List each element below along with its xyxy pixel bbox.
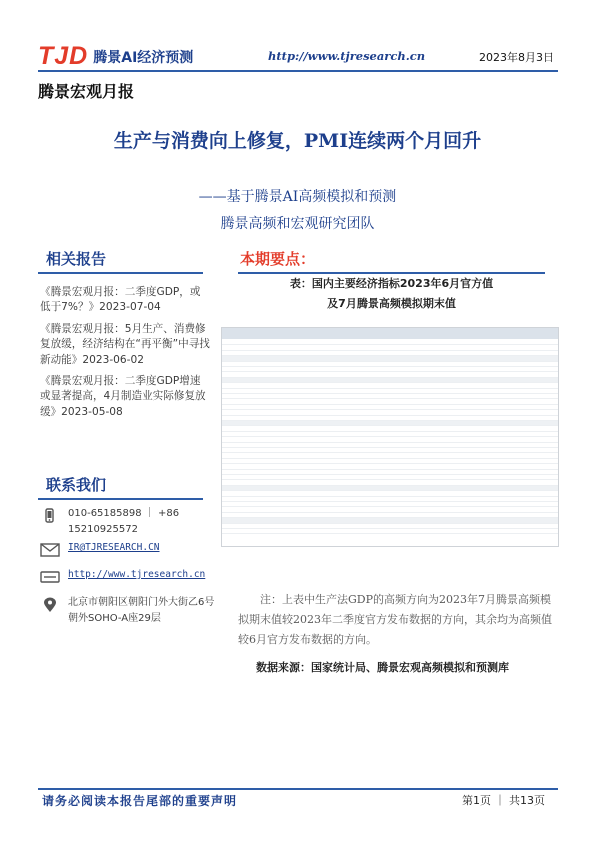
table-caption-line-2: 及7月腾景高频模拟期末值	[327, 297, 456, 310]
contact-phone: 010-65185898 ｜ +86 15210925572	[68, 508, 180, 535]
contact-email-row	[40, 540, 220, 558]
mail-icon	[40, 542, 60, 558]
contact-website-link[interactable]: http://www.tjresearch.cn	[68, 569, 206, 580]
related-reports-heading: 相关报告	[38, 248, 203, 274]
related-reports-list	[40, 285, 210, 426]
header-divider	[38, 70, 558, 72]
report-date: 2023年8月3日	[479, 51, 554, 64]
page-number: 第1页 ｜ 共13页	[462, 794, 545, 807]
contact-phone-row	[40, 506, 220, 538]
data-source: 数据来源：国家统计局、腾景宏观高频模拟和预测库	[256, 661, 509, 674]
indicator-table-image	[221, 327, 559, 547]
header-url-link[interactable]: http://www.tjresearch.cn	[268, 49, 426, 63]
report-type: 腾景宏观月报	[38, 82, 135, 101]
table-row	[222, 529, 558, 534]
page-header	[38, 40, 558, 68]
related-report-link[interactable]: 《腾景宏观月报：5月生产、消费修复放缓，经济结构在“再平衡”中寻找新动能》2023-06-02	[40, 322, 210, 366]
location-icon	[40, 597, 60, 613]
company-logo	[38, 42, 193, 71]
logo-name: 腾景AI经济预测	[93, 49, 194, 66]
page-title: 生产与消费向上修复，PMI连续两个月回升	[113, 130, 482, 152]
logo-letters: TJD	[38, 42, 89, 70]
page-subtitle: ——基于腾景AI高频模拟和预测	[198, 189, 397, 205]
footer-disclaimer-link[interactable]: 请务必阅读本报告尾部的重要声明	[42, 794, 238, 808]
table-note: 注：上表中生产法GDP的高频方向为2023年7月腾景高频模拟期末值较2023年二季度官方发布数据的方向，其余均为高频值较6月官方发布数据的方向。	[238, 593, 552, 646]
table-caption-line-1: 表：国内主要经济指标2023年6月官方值	[289, 277, 494, 290]
contact-website-row	[40, 567, 220, 585]
contact-heading: 联系我们	[38, 474, 203, 500]
contact-email-link[interactable]: IR@TJRESEARCH.CN	[68, 542, 160, 553]
key-points-heading: 本期要点：	[238, 248, 545, 274]
contact-address: 北京市朝阳区朝阳门外大街乙6号朝外SOHO-A座29层	[68, 597, 215, 624]
footer-divider	[38, 788, 558, 790]
research-team: 腾景高频和宏观研究团队	[220, 216, 375, 232]
phone-icon	[40, 508, 60, 524]
related-report-link[interactable]: 《腾景宏观月报：二季度GDP，或低于7%？》2023-07-04	[40, 286, 201, 314]
contact-address-row	[40, 595, 220, 627]
link-icon	[40, 569, 60, 585]
table-header-row	[222, 328, 558, 339]
related-report-link[interactable]: 《腾景宏观月报：二季度GDP增速或显著提高，4月制造业实际修复放缓》2023-05-08	[40, 375, 206, 418]
